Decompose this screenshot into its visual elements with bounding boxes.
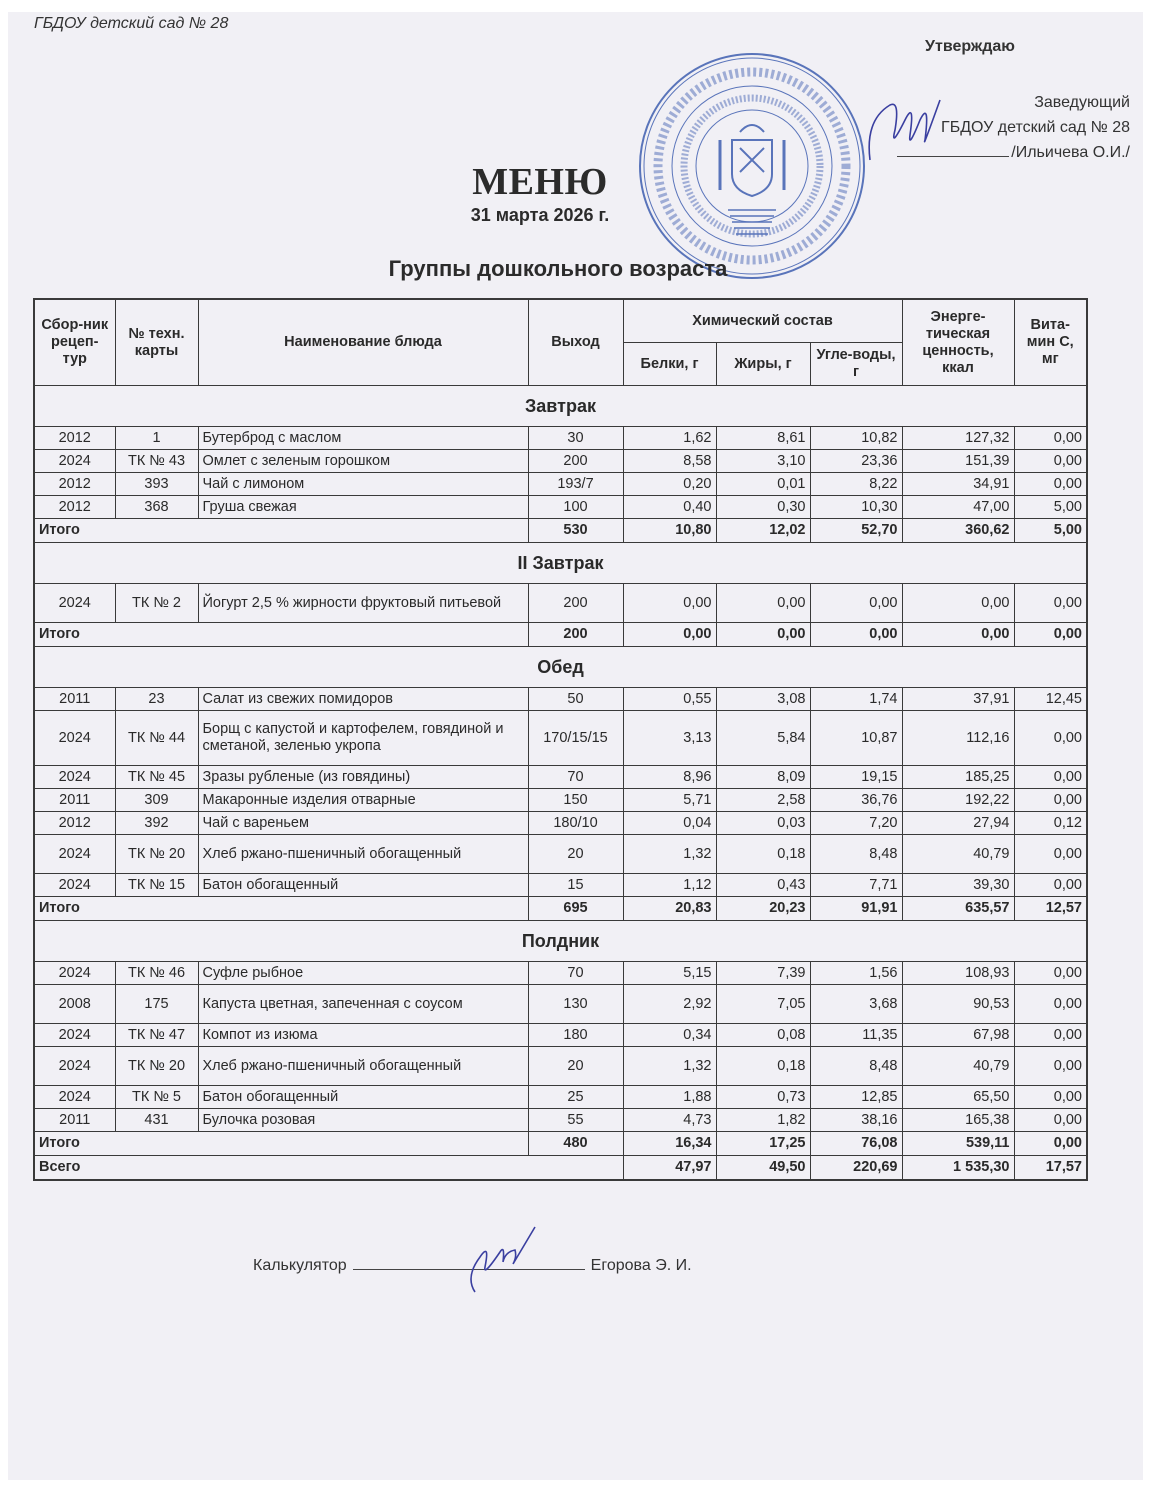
collection-cell: 2024 <box>34 1024 115 1047</box>
tech-card-cell: 431 <box>115 1109 198 1132</box>
dish-name-cell: Борщ с капустой и картофелем, говядиной и сметаной, зеленью укропа <box>198 711 528 766</box>
collection-cell: 2024 <box>34 835 115 874</box>
fat-cell: 17,25 <box>716 1132 810 1156</box>
vitamin-c-cell: 0,00 <box>1014 1109 1087 1132</box>
table-row <box>34 985 1087 1024</box>
energy-cell: 539,11 <box>902 1132 1014 1156</box>
col-tech-card: № техн. карты <box>115 299 198 386</box>
carbs-cell: 38,16 <box>810 1109 902 1132</box>
collection-cell: 2024 <box>34 584 115 623</box>
vitamin-c-cell: 12,45 <box>1014 688 1087 711</box>
fat-cell: 2,58 <box>716 789 810 812</box>
vitamin-c-cell: 0,00 <box>1014 835 1087 874</box>
dish-name-cell: Батон обогащенный <box>198 874 528 897</box>
carbs-cell: 3,68 <box>810 985 902 1024</box>
yield-cell: 200 <box>528 623 623 647</box>
vitamin-c-cell: 0,00 <box>1014 473 1087 496</box>
vitamin-c-cell: 0,00 <box>1014 1132 1087 1156</box>
protein-cell: 16,34 <box>623 1132 716 1156</box>
carbs-cell: 23,36 <box>810 450 902 473</box>
protein-cell: 1,88 <box>623 1086 716 1109</box>
table-row <box>34 812 1087 835</box>
dish-name-cell: Зразы рубленые (из говядины) <box>198 766 528 789</box>
approver-position: Заведующий <box>1034 94 1130 111</box>
carbs-cell: 0,00 <box>810 623 902 647</box>
protein-cell: 0,55 <box>623 688 716 711</box>
dish-name-cell: Салат из свежих помидоров <box>198 688 528 711</box>
dish-name-cell: Компот из изюма <box>198 1024 528 1047</box>
subtotal-row <box>34 519 1087 543</box>
table-row <box>34 584 1087 623</box>
yield-cell: 30 <box>528 427 623 450</box>
yield-cell: 15 <box>528 874 623 897</box>
col-vitamin-c: Вита-мин С, мг <box>1014 299 1087 386</box>
fat-cell: 7,39 <box>716 962 810 985</box>
protein-cell: 1,32 <box>623 835 716 874</box>
tech-card-cell: ТК № 46 <box>115 962 198 985</box>
fat-cell: 8,61 <box>716 427 810 450</box>
dish-name-cell: Капуста цветная, запеченная с соусом <box>198 985 528 1024</box>
vitamin-c-cell: 0,00 <box>1014 962 1087 985</box>
dish-name-cell: Бутерброд с маслом <box>198 427 528 450</box>
col-collection: Сбор-ник рецеп-тур <box>34 299 115 386</box>
tech-card-cell: ТК № 2 <box>115 584 198 623</box>
fat-cell: 7,05 <box>716 985 810 1024</box>
dish-name-cell: Хлеб ржано-пшеничный обогащенный <box>198 1047 528 1086</box>
carbs-cell: 12,85 <box>810 1086 902 1109</box>
section-title: Обед <box>34 647 1087 688</box>
table-row <box>34 688 1087 711</box>
fat-cell: 0,08 <box>716 1024 810 1047</box>
fat-cell: 8,09 <box>716 766 810 789</box>
menu-table <box>33 298 1088 1181</box>
col-protein: Белки, г <box>623 343 716 386</box>
energy-cell: 40,79 <box>902 835 1014 874</box>
yield-cell: 193/7 <box>528 473 623 496</box>
dish-name-cell: Омлет с зеленым горошком <box>198 450 528 473</box>
collection-cell: 2011 <box>34 688 115 711</box>
vitamin-c-cell: 0,00 <box>1014 711 1087 766</box>
protein-cell: 0,20 <box>623 473 716 496</box>
vitamin-c-cell: 0,00 <box>1014 985 1087 1024</box>
section-title: Полдник <box>34 921 1087 962</box>
collection-cell: 2024 <box>34 766 115 789</box>
subtotal-label: Итого <box>34 1132 528 1156</box>
carbs-cell: 10,87 <box>810 711 902 766</box>
yield-cell: 70 <box>528 766 623 789</box>
vitamin-c-cell: 0,00 <box>1014 766 1087 789</box>
fat-cell: 0,73 <box>716 1086 810 1109</box>
dish-name-cell: Макаронные изделия отварные <box>198 789 528 812</box>
collection-cell: 2024 <box>34 450 115 473</box>
collection-cell: 2012 <box>34 473 115 496</box>
yield-cell: 150 <box>528 789 623 812</box>
collection-cell: 2011 <box>34 1109 115 1132</box>
section-title: Завтрак <box>34 386 1087 427</box>
collection-cell: 2024 <box>34 1086 115 1109</box>
energy-cell: 112,16 <box>902 711 1014 766</box>
carbs-cell: 10,30 <box>810 496 902 519</box>
vitamin-c-cell: 5,00 <box>1014 519 1087 543</box>
protein-cell: 5,15 <box>623 962 716 985</box>
fat-cell: 0,00 <box>716 584 810 623</box>
fat-cell: 12,02 <box>716 519 810 543</box>
vitamin-c-cell: 0,00 <box>1014 1047 1087 1086</box>
tech-card-cell: 392 <box>115 812 198 835</box>
yield-cell: 25 <box>528 1086 623 1109</box>
organization-header: ГБДОУ детский сад № 28 <box>34 15 229 32</box>
protein-cell: 8,96 <box>623 766 716 789</box>
fat-cell: 0,03 <box>716 812 810 835</box>
fat-cell: 3,10 <box>716 450 810 473</box>
carbs-cell: 19,15 <box>810 766 902 789</box>
energy-cell: 192,22 <box>902 789 1014 812</box>
tech-card-cell: 368 <box>115 496 198 519</box>
table-row <box>34 766 1087 789</box>
energy-cell: 65,50 <box>902 1086 1014 1109</box>
energy-cell: 1 535,30 <box>902 1156 1014 1181</box>
table-row <box>34 1086 1087 1109</box>
col-energy: Энерге-тическая ценность, ккал <box>902 299 1014 386</box>
page-title: МЕНЮ <box>472 161 608 203</box>
age-group-heading: Группы дошкольного возраста <box>388 256 728 281</box>
energy-cell: 37,91 <box>902 688 1014 711</box>
fat-cell: 5,84 <box>716 711 810 766</box>
subtotal-label: Итого <box>34 897 528 921</box>
yield-cell: 180/10 <box>528 812 623 835</box>
section-header <box>34 647 1087 688</box>
protein-cell: 20,83 <box>623 897 716 921</box>
table-row <box>34 1024 1087 1047</box>
col-fat: Жиры, г <box>716 343 810 386</box>
dish-name-cell: Булочка розовая <box>198 1109 528 1132</box>
fat-cell: 1,82 <box>716 1109 810 1132</box>
table-row <box>34 962 1087 985</box>
table-row <box>34 450 1087 473</box>
protein-cell: 8,58 <box>623 450 716 473</box>
energy-cell: 47,00 <box>902 496 1014 519</box>
fat-cell: 0,18 <box>716 1047 810 1086</box>
table-row <box>34 789 1087 812</box>
carbs-cell: 1,56 <box>810 962 902 985</box>
dish-name-cell: Батон обогащенный <box>198 1086 528 1109</box>
yield-cell: 130 <box>528 985 623 1024</box>
section-header <box>34 543 1087 584</box>
fat-cell: 49,50 <box>716 1156 810 1181</box>
tech-card-cell: 23 <box>115 688 198 711</box>
vitamin-c-cell: 0,12 <box>1014 812 1087 835</box>
vitamin-c-cell: 0,00 <box>1014 874 1087 897</box>
energy-cell: 360,62 <box>902 519 1014 543</box>
protein-cell: 0,00 <box>623 584 716 623</box>
yield-cell: 70 <box>528 962 623 985</box>
approver-name: /Ильичева О.И./ <box>1011 144 1130 161</box>
yield-cell: 170/15/15 <box>528 711 623 766</box>
tech-card-cell: 175 <box>115 985 198 1024</box>
yield-cell: 180 <box>528 1024 623 1047</box>
carbs-cell: 8,48 <box>810 1047 902 1086</box>
carbs-cell: 11,35 <box>810 1024 902 1047</box>
carbs-cell: 8,22 <box>810 473 902 496</box>
dish-name-cell: Суфле рыбное <box>198 962 528 985</box>
collection-cell: 2012 <box>34 496 115 519</box>
grand-total-row <box>34 1156 1087 1181</box>
menu-date: 31 марта 2026 г. <box>470 205 610 225</box>
protein-cell: 47,97 <box>623 1156 716 1181</box>
carbs-cell: 52,70 <box>810 519 902 543</box>
table-row <box>34 1047 1087 1086</box>
table-row <box>34 473 1087 496</box>
collection-cell: 2024 <box>34 1047 115 1086</box>
fat-cell: 0,30 <box>716 496 810 519</box>
yield-cell: 200 <box>528 584 623 623</box>
vitamin-c-cell: 0,00 <box>1014 584 1087 623</box>
protein-cell: 4,73 <box>623 1109 716 1132</box>
vitamin-c-cell: 0,00 <box>1014 450 1087 473</box>
protein-cell: 1,12 <box>623 874 716 897</box>
vitamin-c-cell: 0,00 <box>1014 427 1087 450</box>
protein-cell: 2,92 <box>623 985 716 1024</box>
collection-cell: 2024 <box>34 711 115 766</box>
approve-label: Утверждаю <box>925 38 1015 55</box>
vitamin-c-cell: 0,00 <box>1014 1024 1087 1047</box>
vitamin-c-cell: 5,00 <box>1014 496 1087 519</box>
signature-line <box>897 141 1009 157</box>
section-header <box>34 386 1087 427</box>
collection-cell: 2008 <box>34 985 115 1024</box>
carbs-cell: 1,74 <box>810 688 902 711</box>
carbs-cell: 91,91 <box>810 897 902 921</box>
carbs-cell: 8,48 <box>810 835 902 874</box>
subtotal-row <box>34 897 1087 921</box>
dish-name-cell: Груша свежая <box>198 496 528 519</box>
approver-org: ГБДОУ детский сад № 28 <box>941 119 1130 136</box>
fat-cell: 0,00 <box>716 623 810 647</box>
dish-name-cell: Йогурт 2,5 % жирности фруктовый питьевой <box>198 584 528 623</box>
col-yield: Выход <box>528 299 623 386</box>
protein-cell: 0,34 <box>623 1024 716 1047</box>
carbs-cell: 76,08 <box>810 1132 902 1156</box>
protein-cell: 1,62 <box>623 427 716 450</box>
subtotal-label: Итого <box>34 623 528 647</box>
vitamin-c-cell: 12,57 <box>1014 897 1087 921</box>
energy-cell: 127,32 <box>902 427 1014 450</box>
vitamin-c-cell: 0,00 <box>1014 789 1087 812</box>
fat-cell: 3,08 <box>716 688 810 711</box>
collection-cell: 2012 <box>34 812 115 835</box>
fat-cell: 20,23 <box>716 897 810 921</box>
energy-cell: 90,53 <box>902 985 1014 1024</box>
vitamin-c-cell: 17,57 <box>1014 1156 1087 1181</box>
grand-total-label: Всего <box>34 1156 623 1181</box>
carbs-cell: 7,20 <box>810 812 902 835</box>
yield-cell: 100 <box>528 496 623 519</box>
tech-card-cell: 1 <box>115 427 198 450</box>
carbs-cell: 10,82 <box>810 427 902 450</box>
protein-cell: 3,13 <box>623 711 716 766</box>
collection-cell: 2024 <box>34 962 115 985</box>
carbs-cell: 220,69 <box>810 1156 902 1181</box>
yield-cell: 20 <box>528 1047 623 1086</box>
tech-card-cell: ТК № 20 <box>115 1047 198 1086</box>
calculator-signature-block <box>253 1253 692 1275</box>
tech-card-cell: ТК № 45 <box>115 766 198 789</box>
col-dish-name: Наименование блюда <box>198 299 528 386</box>
energy-cell: 0,00 <box>902 623 1014 647</box>
energy-cell: 108,93 <box>902 962 1014 985</box>
dish-name-cell: Хлеб ржано-пшеничный обогащенный <box>198 835 528 874</box>
energy-cell: 27,94 <box>902 812 1014 835</box>
fat-cell: 0,43 <box>716 874 810 897</box>
dish-name-cell: Чай с вареньем <box>198 812 528 835</box>
protein-cell: 10,80 <box>623 519 716 543</box>
table-row <box>34 874 1087 897</box>
yield-cell: 20 <box>528 835 623 874</box>
protein-cell: 0,40 <box>623 496 716 519</box>
yield-cell: 480 <box>528 1132 623 1156</box>
energy-cell: 185,25 <box>902 766 1014 789</box>
approver-block <box>897 90 1130 165</box>
vitamin-c-cell: 0,00 <box>1014 1086 1087 1109</box>
protein-cell: 1,32 <box>623 1047 716 1086</box>
energy-cell: 635,57 <box>902 897 1014 921</box>
tech-card-cell: ТК № 15 <box>115 874 198 897</box>
tech-card-cell: ТК № 43 <box>115 450 198 473</box>
section-header <box>34 921 1087 962</box>
yield-cell: 695 <box>528 897 623 921</box>
signature-line <box>353 1253 585 1270</box>
table-row <box>34 427 1087 450</box>
collection-cell: 2011 <box>34 789 115 812</box>
yield-cell: 530 <box>528 519 623 543</box>
fat-cell: 0,01 <box>716 473 810 496</box>
tech-card-cell: ТК № 20 <box>115 835 198 874</box>
yield-cell: 50 <box>528 688 623 711</box>
energy-cell: 34,91 <box>902 473 1014 496</box>
collection-cell: 2024 <box>34 874 115 897</box>
energy-cell: 40,79 <box>902 1047 1014 1086</box>
calculator-name: Егорова Э. И. <box>590 1257 692 1274</box>
subtotal-label: Итого <box>34 519 528 543</box>
section-title: II Завтрак <box>34 543 1087 584</box>
subtotal-row <box>34 623 1087 647</box>
table-row <box>34 496 1087 519</box>
table-row <box>34 835 1087 874</box>
protein-cell: 0,00 <box>623 623 716 647</box>
tech-card-cell: ТК № 5 <box>115 1086 198 1109</box>
protein-cell: 0,04 <box>623 812 716 835</box>
tech-card-cell: ТК № 47 <box>115 1024 198 1047</box>
energy-cell: 151,39 <box>902 450 1014 473</box>
subtotal-row <box>34 1132 1087 1156</box>
table-row <box>34 1109 1087 1132</box>
carbs-cell: 7,71 <box>810 874 902 897</box>
yield-cell: 200 <box>528 450 623 473</box>
tech-card-cell: 393 <box>115 473 198 496</box>
protein-cell: 5,71 <box>623 789 716 812</box>
col-carbs: Угле-воды, г <box>810 343 902 386</box>
energy-cell: 67,98 <box>902 1024 1014 1047</box>
calculator-label: Калькулятор <box>253 1257 347 1274</box>
tech-card-cell: 309 <box>115 789 198 812</box>
col-chemical: Химический состав <box>623 299 902 343</box>
menu-body <box>34 386 1087 1181</box>
carbs-cell: 36,76 <box>810 789 902 812</box>
energy-cell: 39,30 <box>902 874 1014 897</box>
fat-cell: 0,18 <box>716 835 810 874</box>
carbs-cell: 0,00 <box>810 584 902 623</box>
dish-name-cell: Чай с лимоном <box>198 473 528 496</box>
energy-cell: 165,38 <box>902 1109 1014 1132</box>
table-row <box>34 711 1087 766</box>
energy-cell: 0,00 <box>902 584 1014 623</box>
tech-card-cell: ТК № 44 <box>115 711 198 766</box>
collection-cell: 2012 <box>34 427 115 450</box>
vitamin-c-cell: 0,00 <box>1014 623 1087 647</box>
yield-cell: 55 <box>528 1109 623 1132</box>
